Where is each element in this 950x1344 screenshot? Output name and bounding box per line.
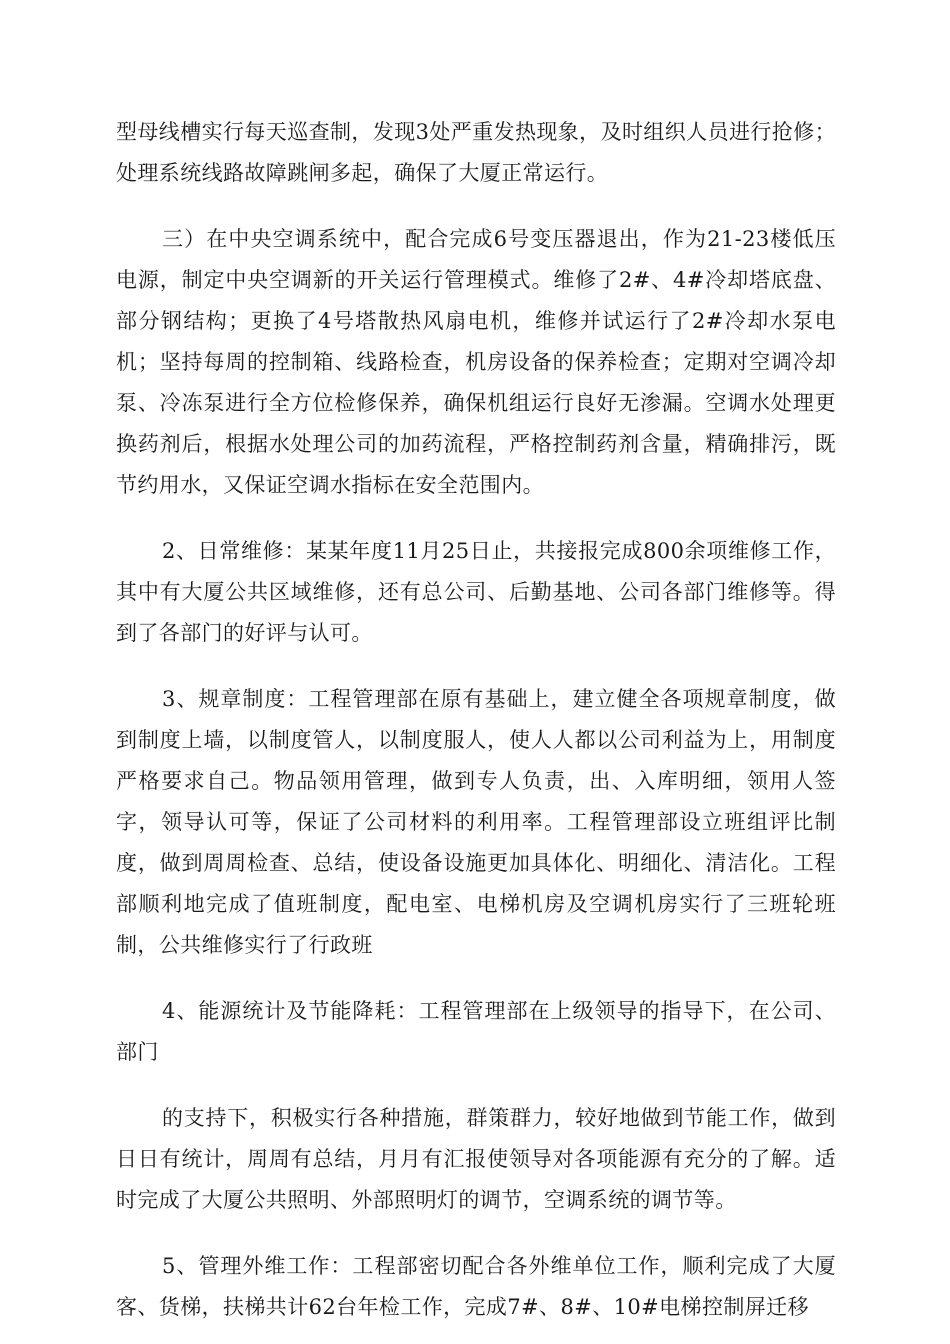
paragraph-rules-regulations: 3、规章制度：工程管理部在原有基础上，建立健全各项规章制度，做到制度上墙，以制度管人，以制度服人，使人人都以公司利益为上，用制度严格要求自己。物品领用管理，做到专人负责，出、入库明细，领用人签字，领导认可等，保证了公司材料的利用率。工程管理部设立班组评比制度，做到周周检查、总结，使设备设施更加具体化、明细化、清洁化。工程部顺利地完成了值班制度，配电室、电梯机房及空调机房实行了三班轮班制，公共维修实行了行政班 (116, 687, 836, 957)
paragraph-hvac-system: 三）在中央空调系统中，配合完成6号变压器退出，作为21-23楼低压电源，制定中央空调新的开关运行管理模式。维修了2#、4#冷却塔底盘、部分钢结构；更换了4号塔散热风扇电机，维修并试运行了2#冷却水泵电机；坚持每周的控制箱、线路检查，机房设备的保养检查；定期对空调冷却泵、冷冻泵进行全方位检修保养，确保机组运行良好无渗漏。空调水处理更换药剂后，根据水处理公司的加药流程，严格控制药剂含量，精确排污，既节约用水，又保证空调水指标在安全范围内。 (116, 227, 836, 497)
paragraph-energy-support: 的支持下，积极实行各种措施，群策群力，较好地做到节能工作，做到日日有统计，周周有总结，月月有汇报使领导对各项能源有充分的了解。适时完成了大厦公共照明、外部照明灯的调节，空调系统的调节等。 (116, 1106, 836, 1212)
paragraph-daily-maintenance: 2、日常维修：某某年度11月25日止，共接报完成800余项维修工作，其中有大厦公共区域维修，还有总公司、后勤基地、公司各部门维修等。得到了各部门的好评与认可。 (116, 539, 836, 645)
paragraph-external-maintenance: 5、管理外维工作：工程部密切配合各外维单位工作，顺利完成了大厦客、货梯，扶梯共计62台年检工作，完成7#、8#、10#电梯控制屏迁移 (116, 1254, 836, 1319)
paragraph-continuation: 型母线槽实行每天巡查制，发现3处严重发热现象，及时组织人员进行抢修；处理系统线路故障跳闸多起，确保了大厦正常运行。 (116, 120, 836, 185)
paragraph-energy-statistics: 4、能源统计及节能降耗：工程管理部在上级领导的指导下，在公司、部门 (116, 999, 836, 1064)
document-body (116, 112, 836, 1328)
